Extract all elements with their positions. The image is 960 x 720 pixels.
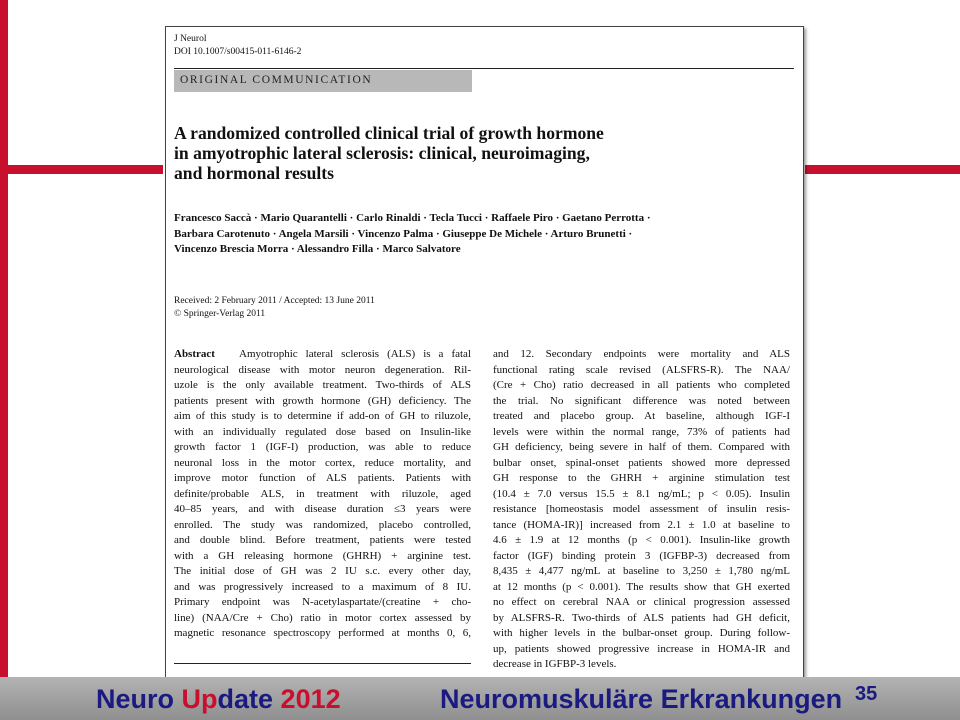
abstract-line: treated and placebo group. At baseline, although IGF-I: [493, 410, 790, 422]
copyright: © Springer-Verlag 2011: [174, 309, 266, 319]
abstract-line: Primary endpoint was N-acetylaspartate/(creatine + cho-: [174, 596, 471, 608]
abstract-line: growth factor 1 (IGF-I) production, was able to reduce: [174, 441, 471, 453]
abstract-line: (Cre + Cho) ratio decreased in all patients who completed: [493, 379, 790, 391]
abstract-line: and double blind. Before treatment, patients were tested: [174, 534, 471, 546]
abstract-line: resistance [homeostasis model assessment of insulin resis-: [493, 503, 790, 515]
paper-title: [174, 123, 774, 183]
abstract-line: up, patients showed progressive increase in HOMA-IR and: [493, 642, 790, 655]
abstract-line: (10.4 ± 7.0 versus 15.5 ± 8.1 ng/mL; p < 0.05). Insulin: [493, 487, 790, 500]
footer-topic: Neuromuskuläre Erkrankungen: [440, 684, 843, 714]
abstract-line: neurological disease with motor neuron degeneration. Ril-: [174, 363, 471, 376]
abstract-line: patients present with growth hormone (GH) deficiency. The: [174, 394, 471, 407]
abstract-line: magnetic resonance spectroscopy performed at months 0, 6,: [174, 627, 471, 639]
footer-event-highlight: Up: [181, 684, 218, 714]
abstract-line: and was progressively increased to a maximum of 8 IU.: [174, 580, 471, 593]
abstract-line: [174, 347, 471, 363]
paper-image: [165, 26, 804, 680]
abstract-line: enrolled. The study was randomized, placebo controlled,: [174, 518, 471, 531]
abstract-line: and 12. Secondary endpoints were mortality and ALS: [493, 348, 790, 360]
accent-line-left: [8, 165, 163, 174]
author-list: [174, 211, 794, 258]
header-rule: [174, 68, 794, 69]
abstract-line: with higher levels in the bulbar-onset group. During follow-: [493, 627, 790, 639]
abstract-line: The initial dose of GH was 2 IU s.c. every other day,: [174, 565, 471, 577]
title-line: and hormonal results: [174, 163, 335, 183]
footer-event-part: Neuro: [96, 684, 182, 714]
abstract-first-text: Amyotrophic lateral sclerosis (ALS) is a fatal: [239, 348, 471, 360]
left-accent-bar: [0, 0, 8, 720]
abstract-line: GH response to the GHRH + arginine stimulation test: [493, 472, 790, 484]
abstract-line: 4.6 ± 1.9 at 12 months (p < 0.001). Insulin-like growth: [493, 534, 790, 546]
abstract-line: at 12 months (p < 0.001). The results show that GH exerted: [493, 580, 790, 593]
abstract-line: aim of this study is to determine if add-on of GH to riluzole,: [174, 410, 471, 422]
abstract-right-column: [493, 347, 790, 673]
author-line: Francesco Saccà · Mario Quarantelli · Carlo Rinaldi · Tecla Tucci · Raffaele Piro · Gaetano Perrotta ·: [174, 212, 651, 224]
author-line: Barbara Carotenuto · Angela Marsili · Vincenzo Palma · Giuseppe De Michele · Arturo Brunetti ·: [174, 227, 633, 240]
section-banner-text: ORIGINAL COMMUNICATION: [180, 74, 373, 86]
footer-event-year: 2012: [280, 684, 341, 714]
title-line: A randomized controlled clinical trial of growth hormone: [174, 123, 604, 143]
abstract-line: bulbar onset, spinal-onset patients showed more depressed: [493, 456, 790, 469]
doi: DOI 10.1007/s00415-011-6146-2: [174, 47, 302, 57]
abstract-line: functional rating scale revised (ALSFRS-R). The NAA/: [493, 363, 790, 376]
abstract-line: tance (HOMA-IR)] increased from 2.1 ± 1.0 at baseline to: [493, 518, 790, 531]
footer-event-part: date: [217, 684, 281, 714]
abstract-line: by ALSFRS-R. Two-thirds of ALS patients had GH deficit,: [493, 611, 790, 624]
abstract-label: Abstract: [174, 348, 215, 360]
abstract-line: no effect on cerebral NAA or clinical progression assessed: [493, 596, 790, 608]
abstract-line: line) (NAA/Cre + Cho) ratio in motor cortex assessed by: [174, 611, 471, 624]
abstract-line: the trial. No significant difference was noted between: [493, 394, 790, 407]
author-line: Vincenzo Brescia Morra · Alessandro Filla · Marco Salvatore: [174, 243, 461, 255]
title-line: in amyotrophic lateral sclerosis: clinical, neuroimaging,: [174, 143, 590, 163]
abstract-line: levels were within the normal range, 73% of patients had: [493, 425, 790, 438]
abstract-line: neuronal loss in the motor cortex, reduce mortality, and: [174, 456, 471, 469]
abstract-line: 40–85 years, and with disease duration ≤3 years were: [174, 503, 471, 515]
accent-line-right: [805, 165, 960, 174]
abstract-line: GH deficiency, being severe in half of them. Compared with: [493, 441, 790, 453]
abstract-line: with an individually regulated dose based on Insulin-like: [174, 425, 471, 438]
abstract-line: definite/probable ALS, in treatment with riluzole, aged: [174, 487, 471, 500]
abstract-line: improve motor function of ALS patients. Patients with: [174, 472, 471, 484]
footnote-rule: [174, 663, 471, 664]
footer-event-title: [96, 684, 341, 715]
abstract-line: 8,435 ± 4,477 ng/mL at baseline to 3,250 ± 1,780 ng/mL: [493, 565, 790, 577]
dates-block: [174, 295, 375, 321]
abstract-line: decrease in IGFBP-3 levels.: [493, 658, 617, 670]
abstract-left-column: [174, 347, 471, 642]
abstract-line: uzole is the only available treatment. Two-thirds of ALS: [174, 379, 471, 391]
abstract-line: factor (IGF) binding protein 3 (IGFBP-3) decreased from: [493, 549, 790, 562]
section-banner: [174, 70, 472, 92]
abstract-line: with a GH releasing hormone (GHRH) + arginine test.: [174, 549, 471, 562]
slide-number: 35: [855, 683, 878, 705]
received-date: Received: 2 February 2011 / Accepted: 13 June 2011: [174, 296, 375, 306]
journal-name: J Neurol: [174, 34, 207, 44]
